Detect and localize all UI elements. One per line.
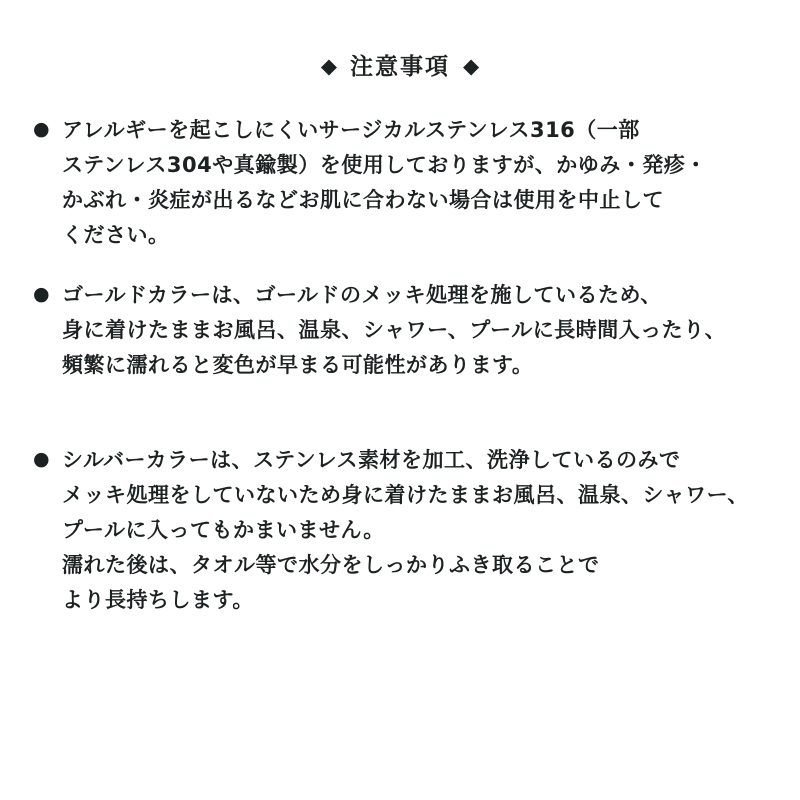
text-line: ステンレス304や真鍮製）を使用しておりますが、かゆみ・発疹・ <box>62 153 707 177</box>
text-line: ゴールドカラーは、ゴールドのメッキ処理を施しているため、 <box>62 283 662 307</box>
bullet-icon: ● <box>33 118 51 140</box>
page-title <box>0 52 800 82</box>
notice-allergy-text <box>62 113 745 253</box>
bullet-icon: ● <box>33 448 51 470</box>
text-line: 濡れた後は、タオル等で水分をしっかりふき取ることで <box>62 553 600 577</box>
notice-gold-color <box>33 278 745 383</box>
text-line: 身に着けたままお風呂、温泉、シャワー、プールに長時間入ったり、 <box>62 318 727 342</box>
diamond-icon: ◆ <box>463 54 480 78</box>
notice-silver-color <box>33 443 749 618</box>
text-line: より長持ちします。 <box>62 588 254 612</box>
text-line: 頻繁に濡れると変色が早まる可能性があります。 <box>62 353 534 377</box>
text-line: かぶれ・炎症が出るなどお肌に合わない場合は使用を中止して <box>62 188 664 212</box>
page-title-text: 注意事項 <box>350 54 450 80</box>
text-line: ください。 <box>62 223 170 247</box>
text-line: シルバーカラーは、ステンレス素材を加工、洗浄しているのみで <box>62 448 681 472</box>
bullet-icon: ● <box>33 283 51 305</box>
notice-silver-color-text <box>62 443 749 618</box>
notice-allergy <box>33 113 745 253</box>
text-line: プールに入ってもかまいません。 <box>62 518 385 542</box>
diamond-icon: ◆ <box>320 54 337 78</box>
text-line: メッキ処理をしていないため身に着けたままお風呂、温泉、シャワー、 <box>62 483 749 507</box>
text-line: アレルギーを起こしにくいサージカルステンレス316（一部 <box>62 118 640 142</box>
notice-gold-color-text <box>62 278 745 383</box>
